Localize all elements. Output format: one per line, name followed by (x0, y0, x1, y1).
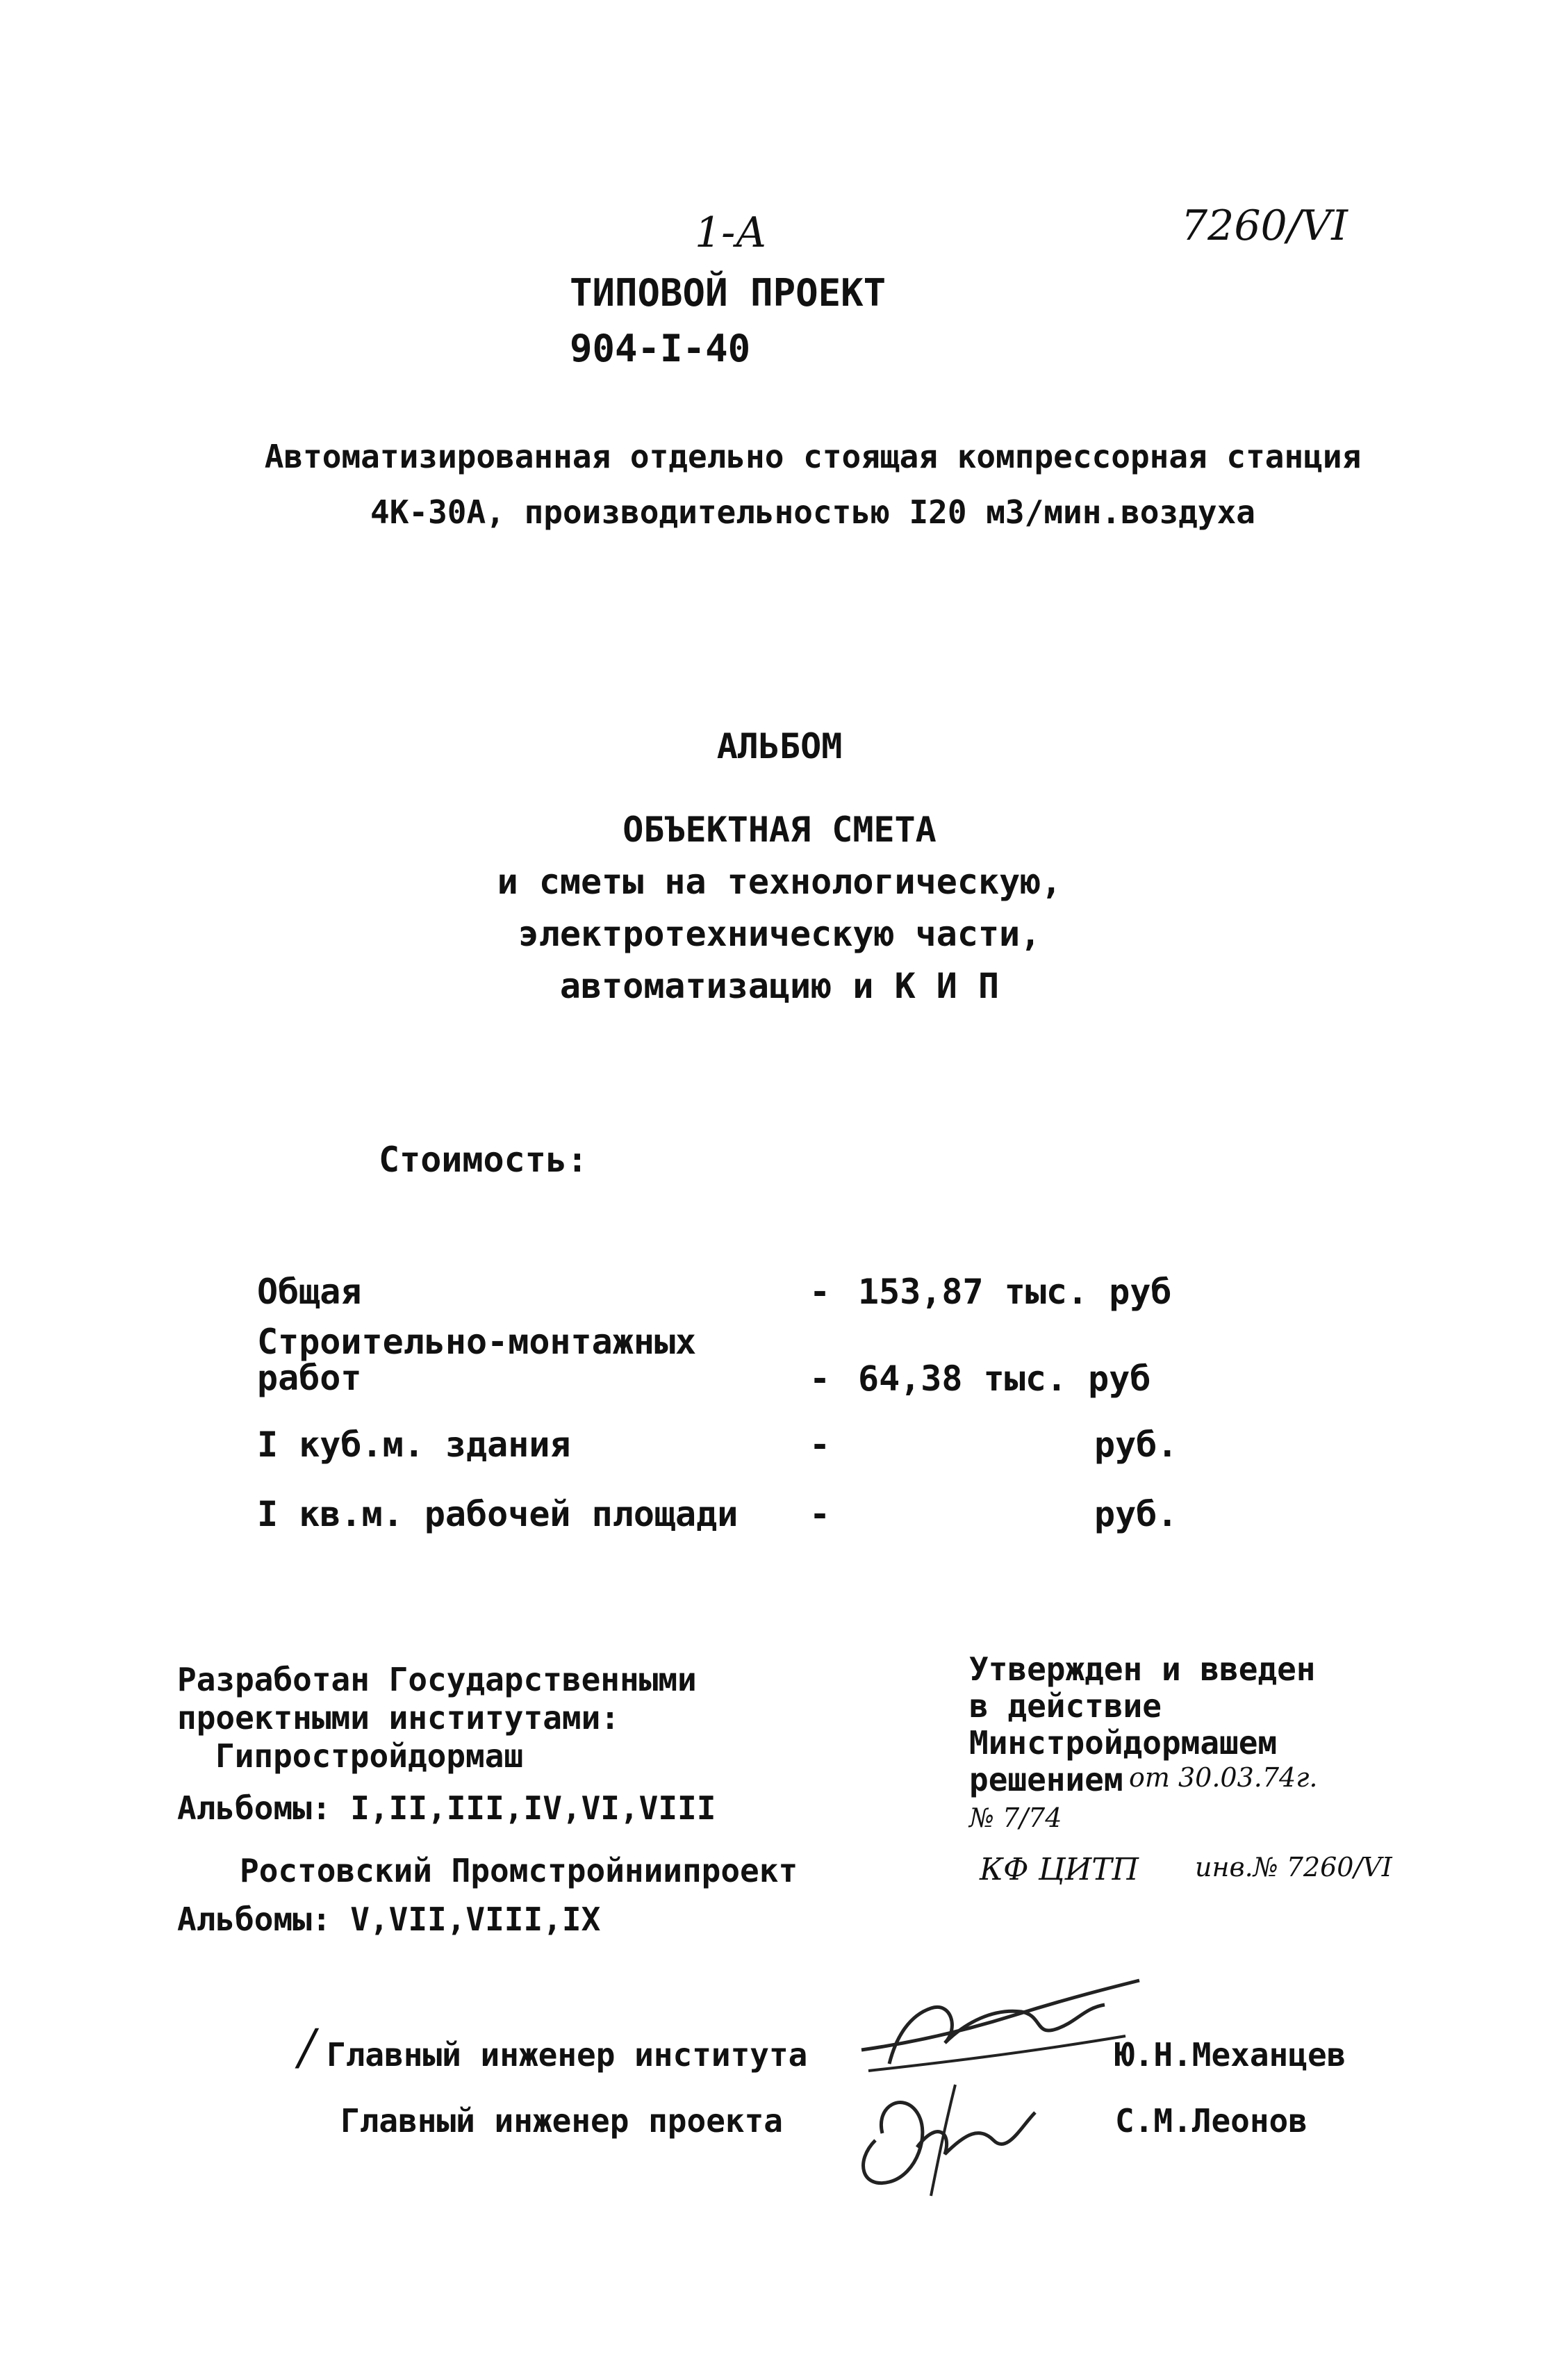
cost-row-dash: - (809, 1494, 831, 1534)
cost-row-value: 153,87 тыс. руб (858, 1272, 1172, 1312)
cost-row-dash: - (809, 1272, 831, 1312)
handwritten-approval-date: от 30.03.74г. (1129, 1762, 1318, 1793)
cost-row-value: руб. (1094, 1494, 1178, 1534)
cost-row-label: I куб.м. здания (257, 1425, 571, 1465)
cost-row-label: Общая (257, 1272, 362, 1312)
developed-institute-2: Ростовский Промстройниипроект (240, 1852, 798, 1889)
handwritten-inventory-number: инв.№ 7260/VI (1195, 1852, 1392, 1882)
handwritten-kf-citp: КФ ЦИТП (980, 1852, 1139, 1887)
developed-albums-2: Альбомы: V,VII,VIII,IX (177, 1901, 601, 1938)
cost-row-dash: - (809, 1359, 831, 1399)
approved-line-4: решением (969, 1761, 1123, 1798)
cost-row-value: 64,38 тыс. руб (858, 1359, 1151, 1399)
slash-mark: / (299, 2019, 315, 2076)
approved-line-3: Минстройдормашем (969, 1724, 1278, 1762)
cost-row-dash: - (809, 1425, 831, 1465)
signature-2-title: Главный инженер проекта (340, 2102, 783, 2140)
approved-line-1: Утвержден и введен (969, 1650, 1316, 1688)
album-line-3: электротехническую части, (518, 914, 1041, 954)
developed-line-2: проектными институтами: (177, 1699, 620, 1737)
handwritten-project-number: 7260/VI (1181, 202, 1348, 250)
signature-1-title: Главный инженер института (327, 2036, 808, 2074)
signature-1-name: Ю.Н.Механцев (1115, 2036, 1346, 2074)
cost-row-value: руб. (1094, 1425, 1178, 1465)
developed-institute-1: Гипростройдормаш (215, 1737, 524, 1775)
signature-2-name: С.М.Леонов (1115, 2102, 1308, 2140)
signature-2-drawing (834, 2057, 1063, 2210)
handwritten-mark: 1-А (695, 208, 767, 257)
project-code: 904-I-40 (570, 327, 751, 370)
developed-line-1: Разработан Государственными (177, 1661, 697, 1698)
handwritten-decree-number: № 7/74 (969, 1803, 1062, 1833)
cost-row-label: Строительно-монтажных работ (257, 1322, 697, 1398)
album-line-4: автоматизацию и К И П (559, 966, 1000, 1006)
cost-heading: Стоимость: (379, 1140, 588, 1180)
album-line-2: и сметы на технологическую, (497, 862, 1062, 902)
approved-line-2: в действие (969, 1687, 1162, 1725)
project-type: ТИПОВОЙ ПРОЕКТ (570, 271, 886, 315)
title-line-2: 4К-30А, производительностью I20 м3/мин.воздуха (370, 493, 1255, 531)
album-heading: АЛЬБОМ (716, 726, 843, 766)
album-line-1: ОБЪЕКТНАЯ СМЕТА (622, 810, 937, 850)
developed-albums-1: Альбомы: I,II,III,IV,VI,VIII (177, 1789, 716, 1827)
title-line-1: Автоматизированная отдельно стоящая компрессорная станция (264, 438, 1362, 475)
cost-row-label: I кв.м. рабочей площади (257, 1494, 739, 1534)
